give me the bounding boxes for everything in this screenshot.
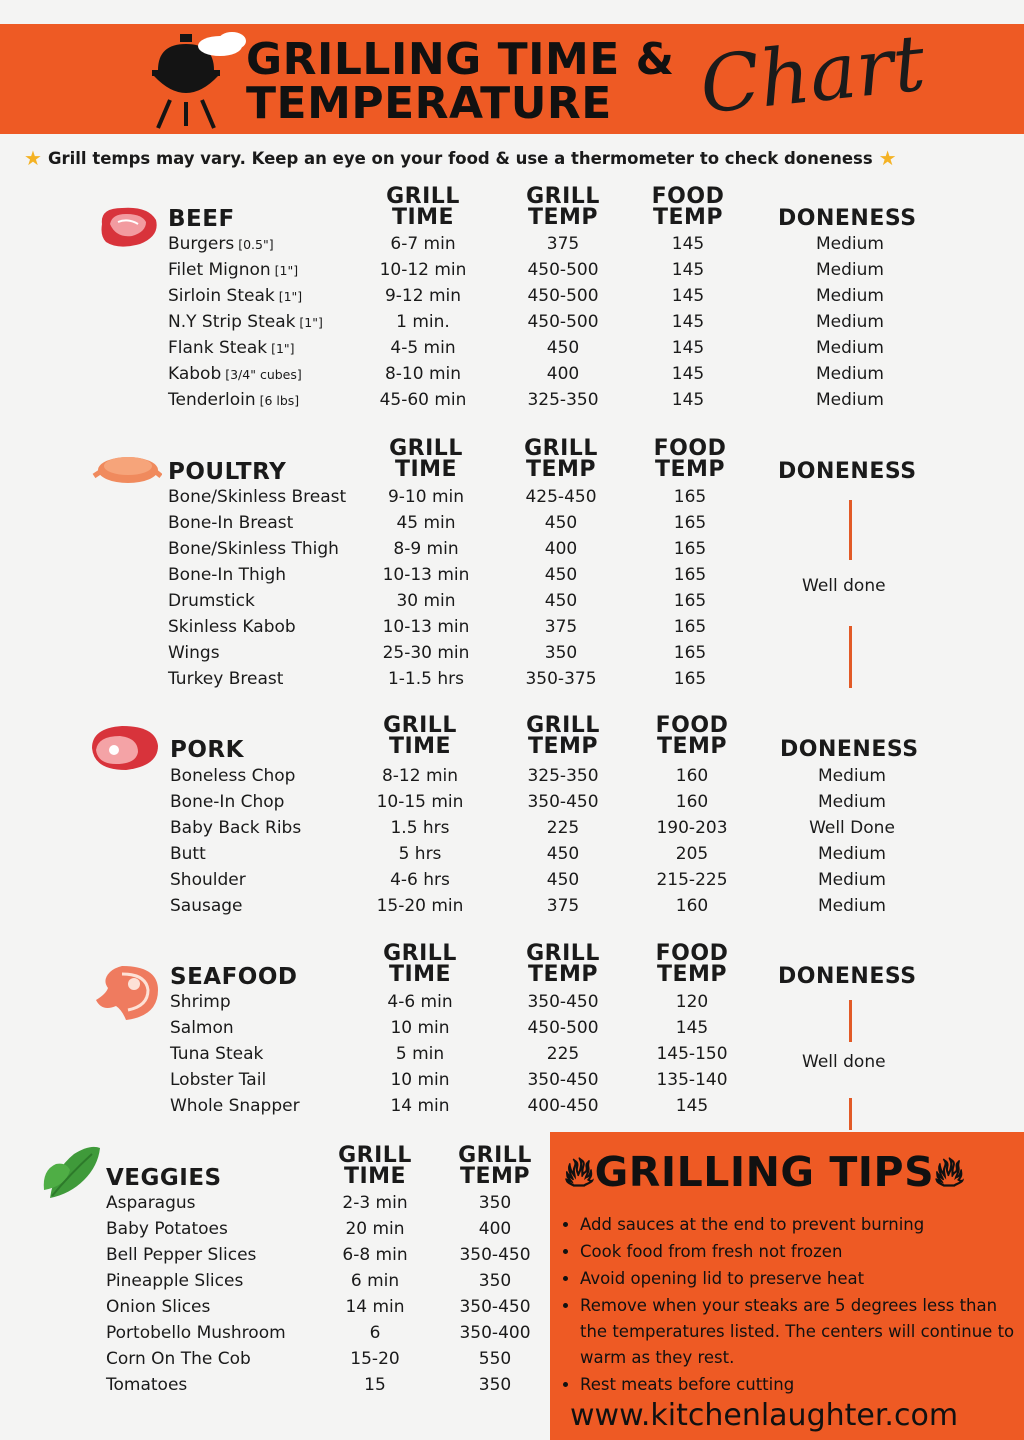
doneness-line-top [849, 1000, 852, 1042]
item-name: Burgers [0.5"] [168, 234, 274, 254]
poultry-row [0, 513, 1024, 539]
grill-temp: 375 [546, 896, 580, 916]
item-name: Bell Pepper Slices [106, 1245, 257, 1265]
item-name: Bone-In Breast [168, 513, 294, 533]
grill-time: 4-6 min [387, 992, 453, 1012]
doneness: Medium [818, 792, 886, 812]
grill-temp: 350-450 [459, 1245, 531, 1265]
doneness: Medium [816, 364, 884, 384]
doneness-line-top [849, 500, 852, 560]
tip-item: • Cook food from fresh not frozen [580, 1239, 1020, 1265]
item-name: Asparagus [106, 1193, 196, 1213]
food-temp: 145 [671, 390, 705, 410]
grill-time: 45-60 min [379, 390, 467, 410]
column-header-grill_temp: GRILL TEMP [524, 436, 598, 482]
column-header-food_temp: FOOD TEMP [655, 713, 729, 759]
item-name: Turkey Breast [168, 669, 284, 689]
grill-time: 10-13 min [382, 565, 470, 585]
food-temp: 165 [673, 669, 707, 689]
doneness: Medium [818, 896, 886, 916]
grill-temp: 450-500 [527, 1018, 599, 1038]
item-note: [1"] [270, 263, 299, 278]
grill-time: 4-5 min [390, 338, 456, 358]
poultry-row [0, 643, 1024, 669]
food-temp: 190-203 [656, 818, 728, 838]
grill-temp: 350 [478, 1271, 512, 1291]
grill-temp: 350-450 [459, 1297, 531, 1317]
grill-temp: 225 [546, 818, 580, 838]
seafood-row [0, 1096, 1024, 1122]
grill-time: 1-1.5 hrs [387, 669, 464, 689]
food-temp: 145 [671, 312, 705, 332]
doneness-value: Well done [802, 576, 886, 596]
beef-row [0, 260, 1024, 286]
grill-temp: 450 [544, 565, 578, 585]
tip-item: • Avoid opening lid to preserve heat [580, 1266, 1020, 1292]
grill-temp: 400 [546, 364, 580, 384]
pork-row [0, 844, 1024, 870]
food-temp: 145-150 [656, 1044, 728, 1064]
item-name: Boneless Chop [170, 766, 296, 786]
item-name: Baby Back Ribs [170, 818, 302, 838]
item-name: Bone-In Thigh [168, 565, 287, 585]
grill-temp: 375 [546, 234, 580, 254]
website-url: www.kitchenlaughter.com [570, 1398, 959, 1433]
column-header-doneness: DONENESS [778, 459, 917, 484]
grill-time: 1 min. [396, 312, 450, 332]
doneness: Medium [816, 338, 884, 358]
grill-time: 10 min [390, 1018, 450, 1038]
grill-time: 15 [364, 1375, 386, 1395]
grill-time: 5 hrs [398, 844, 442, 864]
poultry-section-title: POULTRY [168, 459, 287, 485]
grill-temp: 350-400 [459, 1323, 531, 1343]
food-temp: 145 [671, 364, 705, 384]
grill-temp: 425-450 [525, 487, 597, 507]
grill-time: 25-30 min [382, 643, 470, 663]
food-temp: 145 [671, 338, 705, 358]
star-icon: ★ [24, 146, 42, 170]
poultry-row [0, 487, 1024, 513]
item-name: N.Y Strip Steak [1"] [168, 312, 323, 332]
grill-time: 5 min [395, 1044, 445, 1064]
grill-temp: 350-450 [527, 792, 599, 812]
grill-time: 10 min [390, 1070, 450, 1090]
doneness: Medium [816, 312, 884, 332]
grill-time: 15-20 min [376, 896, 464, 916]
seafood-row [0, 1018, 1024, 1044]
food-temp: 165 [673, 539, 707, 559]
pork-section-title: PORK [170, 737, 244, 763]
column-header-food_temp: FOOD TEMP [651, 184, 725, 230]
column-header-grill_time: GRILL TIME [389, 436, 463, 482]
column-header-grill_time: GRILL TIME [386, 184, 460, 230]
grill-time: 10-15 min [376, 792, 464, 812]
column-header-grill_time: GRILL TIME [338, 1143, 412, 1189]
item-note: [6 lbs] [255, 393, 300, 408]
food-temp: 160 [675, 792, 709, 812]
grill-time: 6 [369, 1323, 381, 1343]
item-name: Bone-In Chop [170, 792, 285, 812]
doneness: Medium [816, 234, 884, 254]
item-name: Butt [170, 844, 206, 864]
column-header-doneness: DONENESS [780, 737, 919, 762]
beef-row [0, 390, 1024, 416]
grill-time: 14 min [390, 1096, 450, 1116]
grill-time: 10-12 min [379, 260, 467, 280]
grill-temp: 350-450 [527, 1070, 599, 1090]
grill-temp: 350-450 [527, 992, 599, 1012]
column-header-grill_time: GRILL TIME [383, 941, 457, 987]
grill-temp: 450 [546, 844, 580, 864]
grill-time: 9-12 min [384, 286, 462, 306]
item-name: Portobello Mushroom [106, 1323, 286, 1343]
item-note: [1"] [295, 315, 323, 330]
food-temp: 120 [675, 992, 709, 1012]
pork-row [0, 870, 1024, 896]
item-name: Baby Potatoes [106, 1219, 228, 1239]
column-header-grill_time: GRILL TIME [383, 713, 457, 759]
food-temp: 165 [673, 617, 707, 637]
poultry-row [0, 669, 1024, 695]
item-name: Tenderloin [6 lbs] [168, 390, 300, 410]
item-name: Pineapple Slices [106, 1271, 244, 1291]
title-script: Chart [695, 18, 930, 132]
grill-time: 45 min [396, 513, 456, 533]
grill-time: 8-10 min [384, 364, 462, 384]
item-name: Flank Steak [1"] [168, 338, 295, 358]
tip-item: • Add sauces at the end to prevent burning [580, 1212, 1020, 1238]
grill-time: 1.5 hrs [390, 818, 450, 838]
item-name: Kabob [3/4" cubes] [168, 364, 302, 384]
item-note: [1"] [267, 341, 295, 356]
item-name: Tuna Steak [170, 1044, 264, 1064]
poultry-row [0, 539, 1024, 565]
doneness-value: Well done [802, 1052, 886, 1072]
grill-temp: 450 [546, 870, 580, 890]
grill-temp: 400-450 [527, 1096, 599, 1116]
food-temp: 145 [671, 260, 705, 280]
beef-row [0, 286, 1024, 312]
item-name: Lobster Tail [170, 1070, 267, 1090]
grill-time: 10-13 min [382, 617, 470, 637]
grill-time: 20 min [345, 1219, 405, 1239]
grill-temp: 550 [478, 1349, 512, 1369]
item-name: Shrimp [170, 992, 231, 1012]
column-header-grill_temp: GRILL TEMP [526, 184, 600, 230]
grill-time: 4-6 hrs [390, 870, 450, 890]
page-title: GRILLING TIME & TEMPERATURE [246, 34, 675, 129]
item-name: Sausage [170, 896, 243, 916]
doneness: Medium [816, 390, 884, 410]
poultry-row [0, 617, 1024, 643]
seafood-row [0, 992, 1024, 1018]
veggies-section-title: VEGGIES [106, 1165, 222, 1191]
grill-time: 6 min [350, 1271, 400, 1291]
food-temp: 165 [673, 591, 707, 611]
food-temp: 165 [673, 643, 707, 663]
pork-row [0, 792, 1024, 818]
pork-row [0, 766, 1024, 792]
grill-time: 14 min [345, 1297, 405, 1317]
food-temp: 215-225 [656, 870, 728, 890]
item-note: [1"] [274, 289, 303, 304]
food-temp: 205 [675, 844, 709, 864]
beef-row [0, 364, 1024, 390]
column-header-doneness: DONENESS [778, 964, 917, 989]
poultry-icon [92, 446, 162, 490]
food-temp: 145 [671, 234, 705, 254]
item-name: Filet Mignon [1"] [168, 260, 299, 280]
grill-temp: 350 [478, 1193, 512, 1213]
tips-title: 🔥︎GRILLING TIPS🔥︎ [564, 1148, 965, 1196]
food-temp: 145 [675, 1018, 709, 1038]
column-header-grill_temp: GRILL TEMP [458, 1143, 532, 1189]
grilling-tips-box [550, 1132, 1024, 1440]
grill-temp: 450-500 [527, 260, 599, 280]
column-header-food_temp: FOOD TEMP [655, 941, 729, 987]
column-header-food_temp: FOOD TEMP [653, 436, 727, 482]
pork-row [0, 896, 1024, 922]
item-name: Onion Slices [106, 1297, 211, 1317]
grill-time: 9-10 min [387, 487, 465, 507]
seafood-section-title: SEAFOOD [170, 964, 298, 990]
food-temp: 165 [673, 487, 707, 507]
doneness: Medium [818, 844, 886, 864]
grill-temp: 450 [546, 338, 580, 358]
food-temp: 165 [673, 565, 707, 585]
food-temp: 165 [673, 513, 707, 533]
item-name: Tomatoes [106, 1375, 188, 1395]
grill-temp: 400 [544, 539, 578, 559]
grill-time: 2-3 min [342, 1193, 408, 1213]
grill-time: 15-20 [350, 1349, 400, 1369]
beef-row [0, 338, 1024, 364]
item-name: Skinless Kabob [168, 617, 296, 637]
seafood-row [0, 1070, 1024, 1096]
grill-icon [140, 22, 250, 132]
grill-temp: 350-375 [525, 669, 597, 689]
item-name: Bone/Skinless Thigh [168, 539, 339, 559]
grill-temp: 375 [544, 617, 578, 637]
doneness: Medium [816, 260, 884, 280]
item-note: [3/4" cubes] [221, 367, 302, 382]
beef-section-title: BEEF [168, 206, 235, 232]
beef-row [0, 234, 1024, 260]
grill-time: 8-9 min [393, 539, 459, 559]
doneness: Well Done [809, 818, 895, 838]
column-header-doneness: DONENESS [778, 206, 917, 231]
item-name: Wings [168, 643, 220, 663]
grill-time: 6-8 min [342, 1245, 408, 1265]
item-name: Corn On The Cob [106, 1349, 251, 1369]
grill-temp: 450 [544, 591, 578, 611]
item-name: Shoulder [170, 870, 246, 890]
grill-temp: 350 [544, 643, 578, 663]
grill-temp: 225 [546, 1044, 580, 1064]
food-temp: 135-140 [656, 1070, 728, 1090]
subtitle: ★ Grill temps may vary. Keep an eye on your food & use a thermometer to check doneness ★ [24, 146, 897, 170]
doneness: Medium [816, 286, 884, 306]
tip-item: • Rest meats before cutting [580, 1372, 1020, 1398]
doneness-line-bottom [849, 626, 852, 688]
grill-temp: 450-500 [527, 286, 599, 306]
column-header-grill_temp: GRILL TEMP [526, 941, 600, 987]
food-temp: 145 [671, 286, 705, 306]
food-temp: 145 [675, 1096, 709, 1116]
doneness-line-bottom [849, 1098, 852, 1130]
grill-time: 6-7 min [390, 234, 456, 254]
item-name: Salmon [170, 1018, 234, 1038]
item-name: Bone/Skinless Breast [168, 487, 347, 507]
grill-temp: 450-500 [527, 312, 599, 332]
star-icon: ★ [878, 146, 897, 170]
food-temp: 160 [675, 766, 709, 786]
food-temp: 160 [675, 896, 709, 916]
doneness: Medium [818, 870, 886, 890]
tip-item: • Remove when your steaks are 5 degrees less than the temperatures listed. The centers will continue to warm as they rest. [580, 1293, 1020, 1371]
flame-icon: 🔥︎ [934, 1148, 965, 1196]
grill-time: 8-12 min [381, 766, 459, 786]
grill-temp: 350 [478, 1375, 512, 1395]
tips-list [558, 1212, 1020, 1399]
grill-temp: 450 [544, 513, 578, 533]
grill-temp: 400 [478, 1219, 512, 1239]
grill-temp: 325-350 [527, 390, 599, 410]
item-name: Whole Snapper [170, 1096, 300, 1116]
column-header-grill_temp: GRILL TEMP [526, 713, 600, 759]
doneness: Medium [818, 766, 886, 786]
grill-time: 30 min [396, 591, 456, 611]
beef-row [0, 312, 1024, 338]
item-name: Drumstick [168, 591, 255, 611]
item-note: [0.5"] [234, 237, 274, 252]
pork-row [0, 818, 1024, 844]
flame-icon: 🔥︎ [564, 1148, 595, 1196]
item-name: Sirloin Steak [1"] [168, 286, 303, 306]
grill-temp: 325-350 [527, 766, 599, 786]
